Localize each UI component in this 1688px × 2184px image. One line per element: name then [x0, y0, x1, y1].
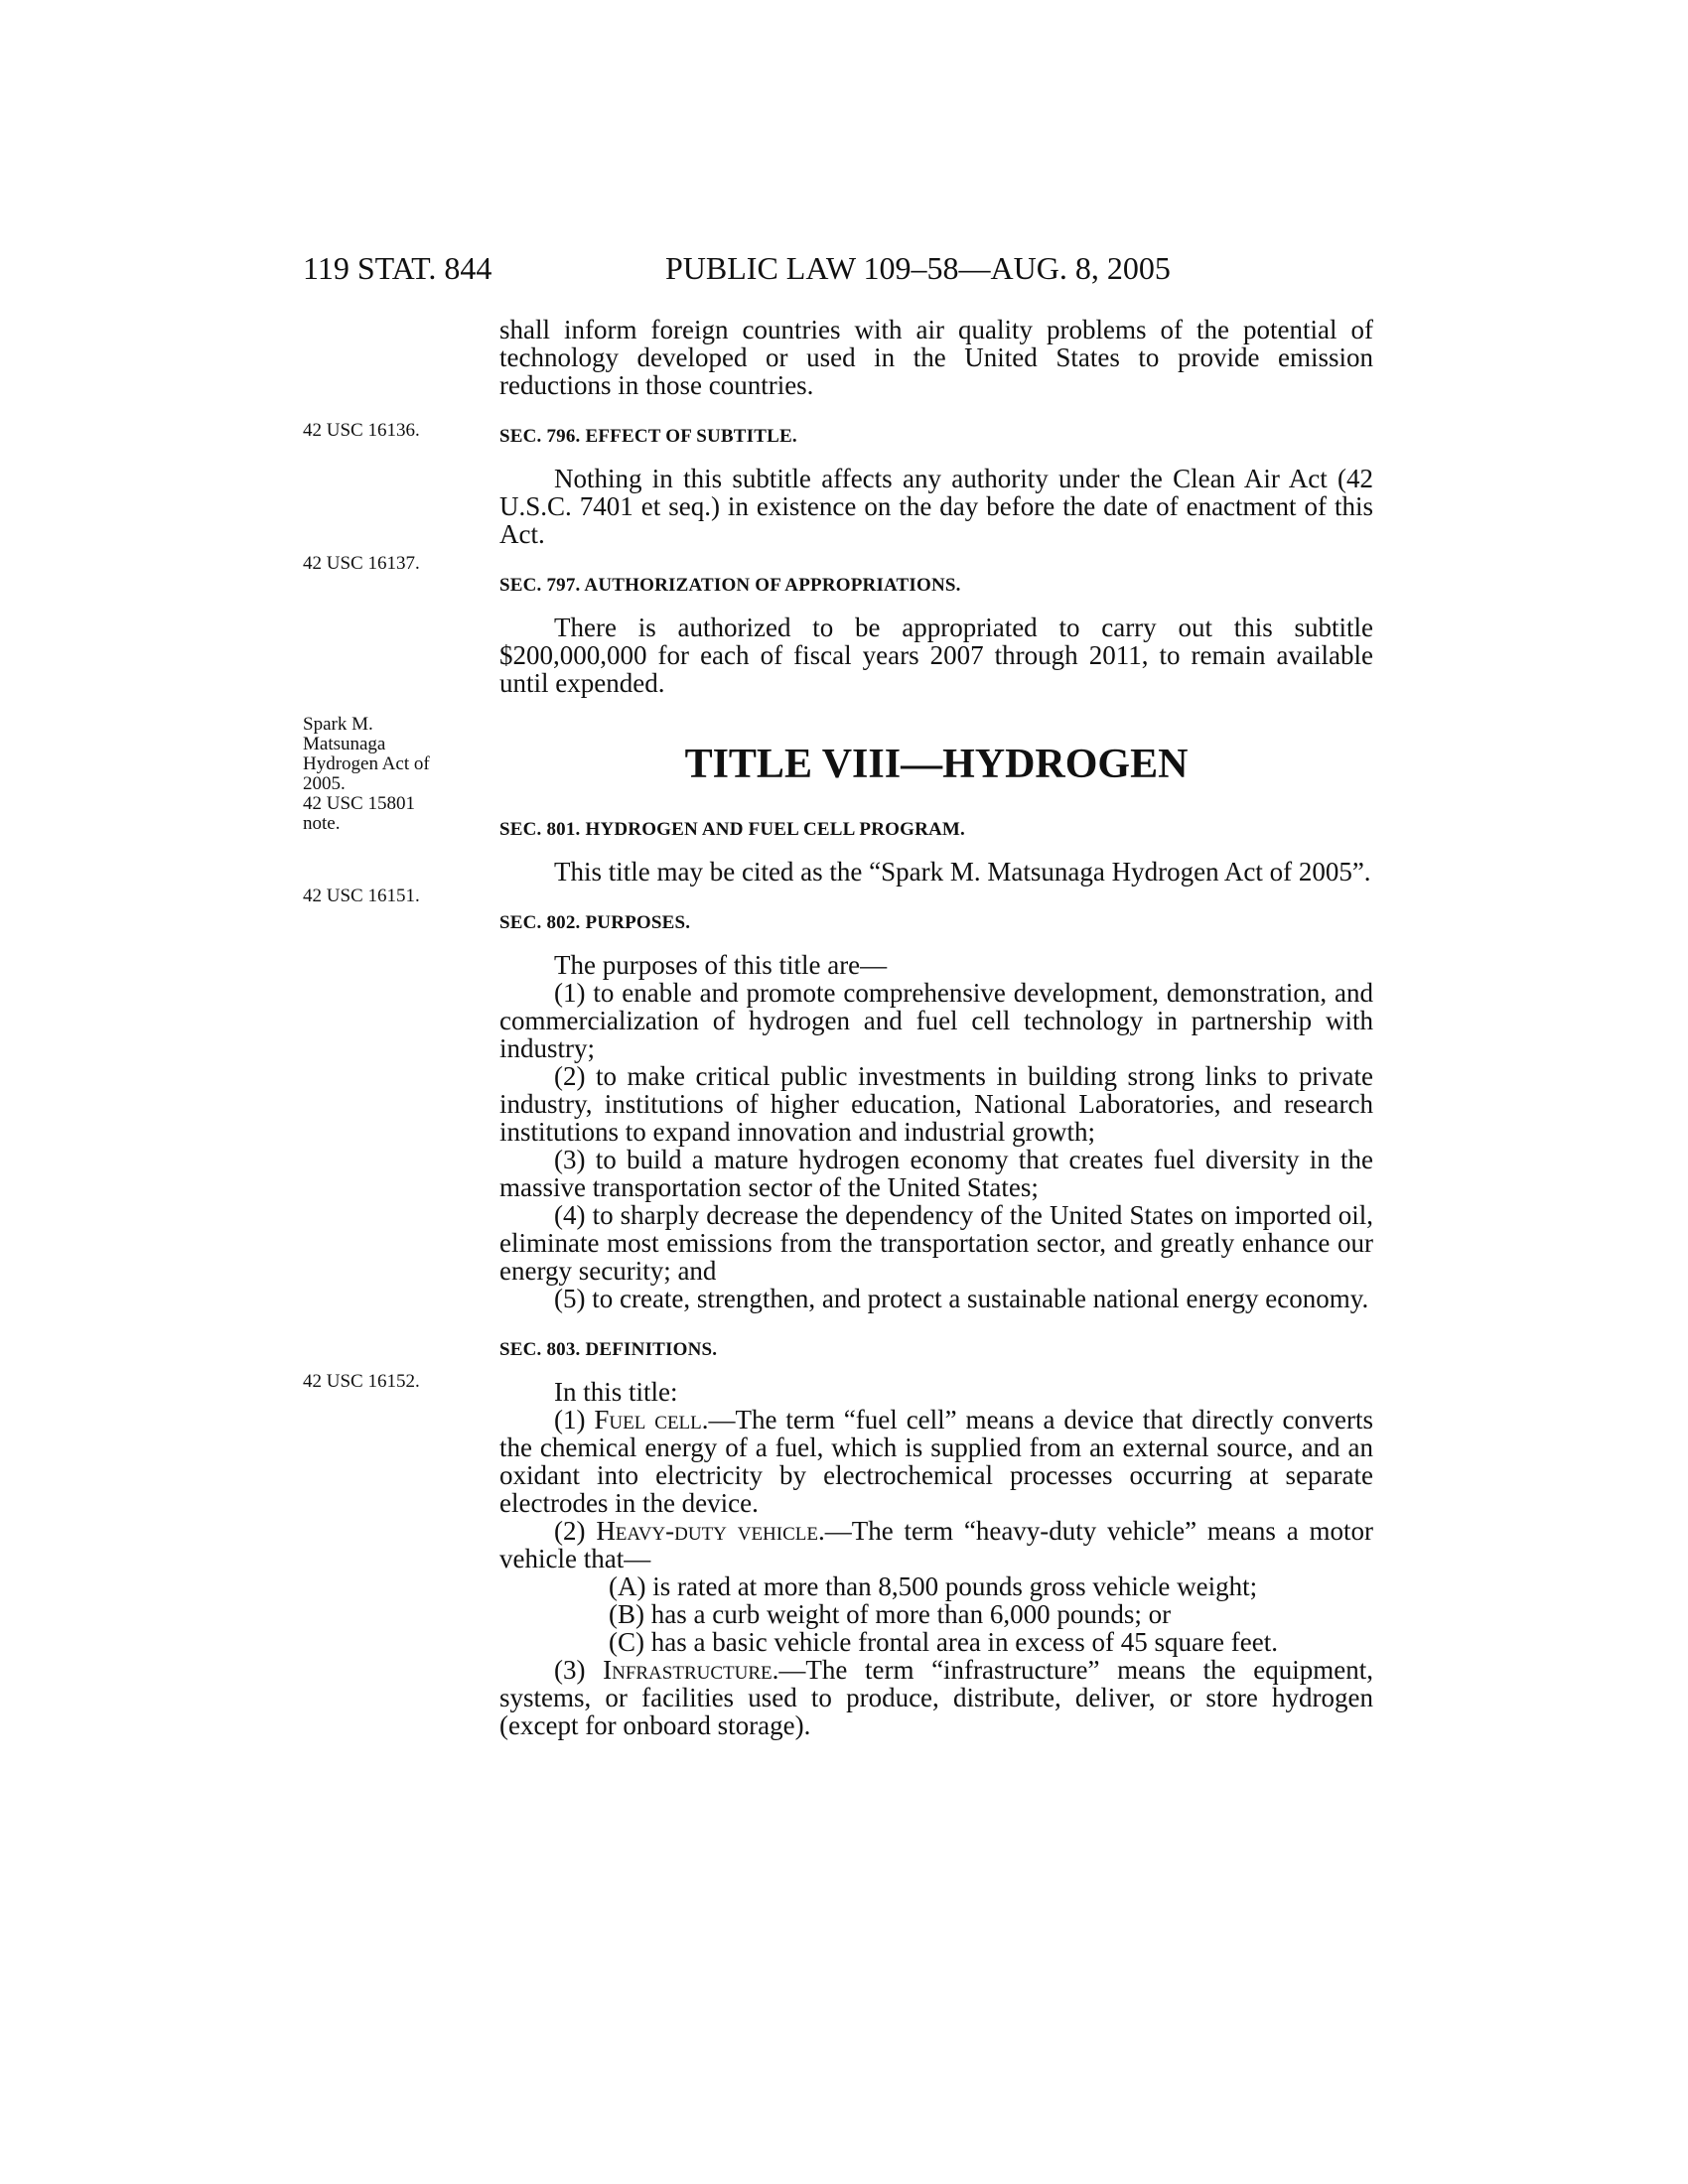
- margin-note-short-title: [303, 715, 462, 834]
- section-text-796: Nothing in this subtitle affects any authority under the Clean Air Act (42 U.S.C. 7401 et seq.) in existence on the day before the date of enactment of this Act.: [499, 464, 1373, 549]
- section-text-797: There is authorized to be appropriated to carry out this subtitle $200,000,000 for each of fiscal years 2007 through 2011, to remain available until expended.: [499, 613, 1373, 698]
- section-heading-797: SEC. 797. AUTHORIZATION OF APPROPRIATIONS.: [499, 575, 961, 596]
- margin-note-16152: 42 USC 16152.: [303, 1371, 420, 1392]
- definition-body: .—The term “heavy-duty vehicle” means a motor vehicle that—: [499, 1516, 1373, 1573]
- margin-note-line: note.: [303, 813, 341, 834]
- margin-note-16137: 42 USC 16137.: [303, 553, 420, 574]
- purpose-4: (4) to sharply decrease the dependency of the United States on imported oil, eliminate most emissions from the transportation sector, and greatly enhance our energy security; and: [499, 1200, 1373, 1286]
- section-heading-803: SEC. 803. DEFINITIONS.: [499, 1339, 718, 1360]
- definition-2: [499, 1517, 1373, 1572]
- purpose-2: (2) to make critical public investments in building strong links to private industry, institutions of higher education, National Laboratories, and research institutions to expand innovation and industrial growth;: [499, 1061, 1373, 1147]
- definition-term: Heavy-duty vehicle: [596, 1516, 818, 1546]
- purpose-1: (1) to enable and promote comprehensive development, demonstration, and commercialization of hydrogen and fuel cell technology in partnership with industry;: [499, 978, 1373, 1063]
- purpose-5: (5) to create, strengthen, and protect a sustainable national energy economy.: [554, 1284, 1369, 1313]
- purposes-lead: The purposes of this title are—: [554, 950, 888, 980]
- margin-note-16136: 42 USC 16136.: [303, 420, 420, 441]
- definition-term: Fuel cell: [594, 1405, 702, 1434]
- definitions-lead: In this title:: [554, 1377, 678, 1407]
- section-heading-796: SEC. 796. EFFECT OF SUBTITLE.: [499, 426, 797, 447]
- main-text-column: [499, 316, 1373, 1739]
- definition-body: .—The term “fuel cell” means a device that directly converts the chemical energy of a fuel, which is supplied from an external source, and an oxidant into electricity by electrochemical processes occurring at separate electrodes in the device.: [499, 1405, 1373, 1518]
- margin-note-line: Matsunaga: [303, 734, 386, 754]
- running-header: PUBLIC LAW 109–58—AUG. 8, 2005: [665, 250, 1171, 286]
- definition-number: (1): [554, 1405, 595, 1434]
- intro-paragraph: shall inform foreign countries with air quality problems of the potential of technology developed or used in the United States to provide emission reductions in those countries.: [499, 315, 1373, 400]
- definition-body: .—The term “infrastructure” means the equipment, systems, or facilities used to produce, distribute, deliver, or store hydrogen (except for onboard storage).: [499, 1655, 1373, 1740]
- margin-note-line: Spark M.: [303, 714, 373, 735]
- purpose-3: (3) to build a mature hydrogen economy that creates fuel diversity in the massive transportation sector of the United States;: [499, 1145, 1373, 1202]
- title-heading: TITLE VIII—HYDROGEN: [684, 742, 1189, 787]
- margin-note-line: Hydrogen Act of: [303, 753, 430, 774]
- definition-1: [499, 1406, 1373, 1517]
- definition-2-b: (B) has a curb weight of more than 6,000 pounds; or: [609, 1599, 1172, 1629]
- section-text-801: This title may be cited as the “Spark M. Matsunaga Hydrogen Act of 2005”.: [554, 857, 1371, 887]
- margin-note-line: 42 USC 15801: [303, 793, 415, 814]
- margin-note-line: 2005.: [303, 773, 346, 794]
- section-heading-802: SEC. 802. PURPOSES.: [499, 912, 691, 933]
- definition-term: Infrastructure: [603, 1655, 773, 1685]
- definition-2-a: (A) is rated at more than 8,500 pounds gross vehicle weight;: [609, 1571, 1258, 1601]
- margin-note-16151: 42 USC 16151.: [303, 886, 420, 906]
- definition-3: [499, 1656, 1373, 1739]
- page-stat-number: 119 STAT. 844: [303, 250, 492, 286]
- definition-number: (2): [554, 1516, 597, 1546]
- definition-2-c: (C) has a basic vehicle frontal area in excess of 45 square feet.: [609, 1627, 1278, 1657]
- section-heading-801: SEC. 801. HYDROGEN AND FUEL CELL PROGRAM.: [499, 819, 965, 840]
- definition-number: (3): [554, 1655, 604, 1685]
